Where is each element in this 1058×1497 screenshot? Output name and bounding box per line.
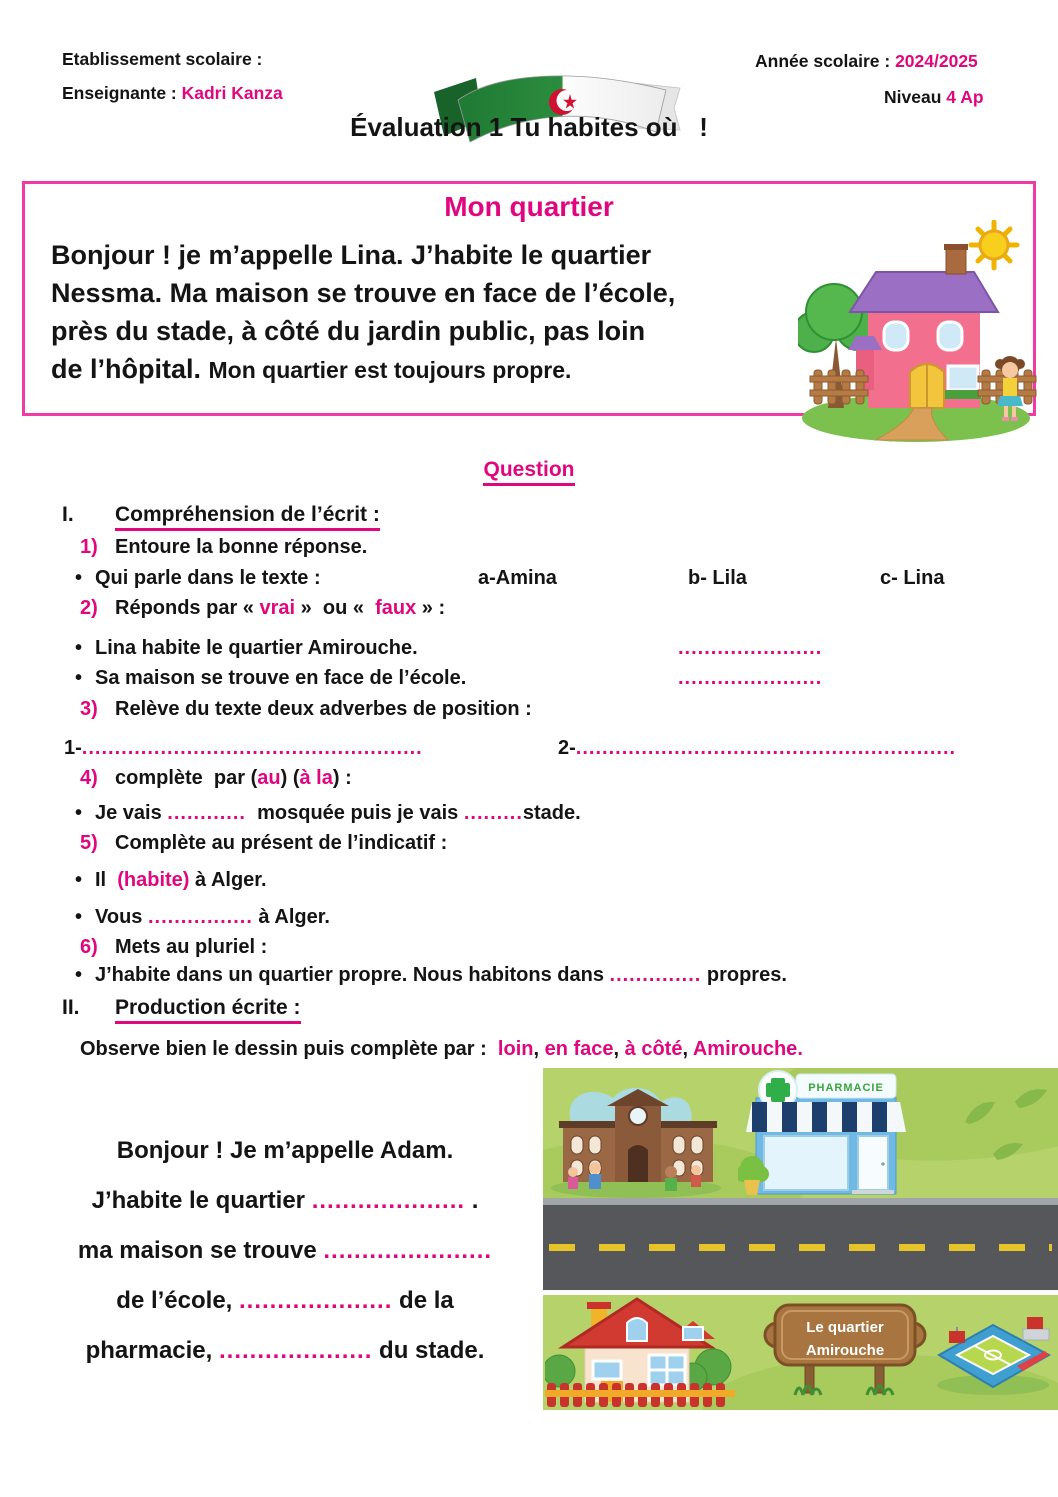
- word-amirouche: Amirouche: [692, 1038, 798, 1060]
- question-4-pre: complète par (: [115, 767, 258, 789]
- statement-1-answer-blank: ......................: [678, 637, 823, 659]
- adam-paragraph: [28, 1126, 542, 1376]
- scene-bottom-band: [543, 1295, 1058, 1410]
- question-heading: Question: [483, 458, 574, 486]
- house-icon: [545, 1297, 735, 1410]
- choice-a: a-Amina: [478, 567, 557, 589]
- who-speaks-text: Qui parle dans le texte :: [95, 567, 321, 589]
- bullet-icon: •: [74, 637, 82, 659]
- adam-line-2-post: .: [465, 1187, 479, 1214]
- plural-blank: ..............: [609, 964, 702, 986]
- statement-2-answer-blank: ......................: [678, 667, 823, 689]
- bullet-icon: •: [74, 869, 82, 891]
- conj2-pre: Vous: [95, 906, 148, 928]
- fill-1-blank-a: ............: [167, 802, 246, 824]
- conj2-blank: ................: [147, 906, 253, 928]
- question-2-pre: Réponds par «: [115, 597, 260, 619]
- reading-line-4-small: Mon quartier est toujours propre.: [208, 357, 572, 383]
- plural-post: propres.: [701, 964, 787, 986]
- observe-instruction: [80, 1038, 803, 1060]
- question-heading-row: [0, 458, 1058, 482]
- level-label: Niveau: [884, 87, 947, 107]
- year-label: Année scolaire :: [755, 51, 896, 71]
- answer-blank-1-label: 1-: [64, 737, 82, 759]
- pink-house-illustration-icon: [798, 220, 1038, 444]
- question-6-text: Mets au pluriel :: [115, 936, 268, 958]
- statement-2-text: Sa maison se trouve en face de l’école.: [95, 667, 467, 689]
- question-6-number: 6): [80, 936, 98, 958]
- red-roof-house: [545, 1297, 735, 1410]
- section-2-heading: [62, 996, 301, 1020]
- question-3-text: Relève du texte deux adverbes de position :: [115, 698, 532, 720]
- conjugation-blank: [62, 906, 330, 928]
- faux-word: faux: [375, 597, 417, 619]
- adam-line-5-pre: pharmacie,: [85, 1337, 219, 1364]
- comma: ,: [682, 1038, 693, 1060]
- section-1-heading: [62, 503, 380, 527]
- question-4-number: 4): [80, 767, 98, 789]
- comma: ,: [533, 1038, 545, 1060]
- road-center-line: [549, 1244, 1052, 1251]
- bullet-icon: •: [74, 567, 82, 589]
- adam-line-3-pre: ma maison se trouve: [77, 1237, 324, 1264]
- choice-b: b- Lila: [688, 567, 747, 589]
- teacher-name: Kadri Kanza: [181, 83, 283, 103]
- question-1: [80, 536, 367, 558]
- reading-line-3: près du stade, à côté du jardin public, pas loin: [51, 316, 646, 346]
- question-3-number: 3): [80, 698, 98, 720]
- word-loin: loin: [497, 1038, 534, 1060]
- fill-sentence-1: [62, 802, 581, 824]
- leaf-decor-icon: [963, 1088, 1053, 1168]
- school-building: [551, 1084, 726, 1198]
- fill-1-pre: Je vais: [95, 802, 168, 824]
- question-5-number: 5): [80, 832, 98, 854]
- adam-line-4-pre: de l’école,: [116, 1287, 239, 1314]
- question-2-mid: » ou «: [295, 597, 376, 619]
- neighbourhood-scene: [543, 1068, 1058, 1410]
- pharmacy-icon: [738, 1068, 908, 1198]
- fill-1-blank-b: .........: [463, 802, 523, 824]
- stadium-icon: [931, 1303, 1056, 1398]
- question-2-number: 2): [80, 597, 98, 619]
- answer-blank-2-label: 2-: [558, 737, 576, 759]
- comma: ,: [613, 1038, 625, 1060]
- section-2-numeral: II.: [62, 996, 80, 1019]
- house-scene: [798, 184, 1038, 480]
- wooden-sign-icon: [755, 1299, 935, 1401]
- question-4-mid: ) (: [280, 767, 300, 789]
- bullet-icon: •: [74, 802, 82, 824]
- bullet-icon: •: [74, 667, 82, 689]
- bullet-who-speaks: [62, 567, 321, 589]
- observe-pre: Observe bien le dessin puis complète par :: [80, 1038, 498, 1060]
- conjugation-example: [62, 869, 267, 891]
- fill-1-post: stade.: [522, 802, 581, 824]
- question-5-text: Complète au présent de l’indicatif :: [115, 832, 448, 854]
- adam-line-4-blank: ....................: [239, 1287, 393, 1314]
- scene-top-band: [543, 1068, 1058, 1198]
- section-1-numeral: I.: [62, 503, 74, 526]
- reading-title: Mon quartier: [444, 191, 614, 222]
- teacher-line: [62, 84, 283, 104]
- level-line: [884, 88, 984, 108]
- school-label: Etablissement scolaire :: [62, 49, 263, 69]
- road: [543, 1205, 1058, 1290]
- level-value: 4 Ap: [946, 87, 984, 107]
- adam-line-3: [28, 1226, 542, 1276]
- answer-blank-1-dots: ....................................................: [81, 737, 423, 759]
- school-icon: [551, 1084, 726, 1198]
- section-2-title: Production écrite :: [115, 996, 301, 1024]
- word-a-cote: à côté: [624, 1038, 683, 1060]
- question-5: [80, 832, 447, 854]
- question-4-post: ) :: [332, 767, 352, 789]
- reading-line-1: Bonjour ! je m’appelle Lina. J’habite le quartier: [51, 240, 652, 270]
- quarter-sign: [755, 1299, 935, 1401]
- conj2-post: à Alger.: [252, 906, 330, 928]
- vrai-word: vrai: [259, 597, 296, 619]
- stadium: [931, 1303, 1056, 1398]
- teacher-label: Enseignante :: [62, 83, 182, 103]
- bullet-icon: •: [74, 964, 82, 986]
- plural-pre: J’habite dans un quartier propre. Nous habitons dans: [95, 964, 610, 986]
- adam-line-1: Bonjour ! Je m’appelle Adam.: [116, 1137, 454, 1164]
- question-1-number: 1): [80, 536, 98, 558]
- page-title: Évaluation 1 Tu habites où !: [350, 112, 708, 142]
- au-word: au: [257, 767, 281, 789]
- question-6: [80, 936, 267, 958]
- word-en-face: en face: [544, 1038, 614, 1060]
- pharmacy-building: [738, 1068, 908, 1198]
- adam-line-2-blank: ....................: [311, 1187, 466, 1214]
- adam-line-5: [28, 1326, 542, 1376]
- section-1-title: Compréhension de l’écrit :: [115, 503, 380, 531]
- conj-pre: Il: [95, 869, 118, 891]
- adam-line-5-post: du stade.: [372, 1337, 485, 1364]
- adam-line-5-blank: ....................: [219, 1337, 373, 1364]
- statement-1: [62, 637, 418, 659]
- algeria-flag-banner: [428, 22, 683, 189]
- fill-1-mid: mosquée puis je vais: [245, 802, 464, 824]
- year-value: 2024/2025: [895, 51, 978, 71]
- answer-blank-2-dots: ..........................................................: [575, 737, 957, 759]
- reading-line-2: Nessma. Ma maison se trouve en face de l’école,: [51, 278, 676, 308]
- question-2: [80, 597, 445, 619]
- sign-line-1: Le quartier: [806, 1319, 884, 1336]
- answer-blank-2: [558, 737, 956, 759]
- question-3: [80, 698, 532, 720]
- bullet-icon: •: [74, 906, 82, 928]
- statement-1-text: Lina habite le quartier Amirouche.: [95, 637, 418, 659]
- adam-line-2-pre: J’habite le quartier: [91, 1187, 312, 1214]
- question-4: [80, 767, 352, 789]
- adam-line-3-blank: ......................: [323, 1237, 493, 1264]
- sidewalk: [543, 1198, 1058, 1205]
- adam-line-2: [28, 1176, 542, 1226]
- sign-line-2: Amirouche: [805, 1342, 885, 1359]
- plural-sentence: [62, 964, 787, 986]
- question-1-text: Entoure la bonne réponse.: [115, 536, 368, 558]
- a-la-word: à la: [299, 767, 333, 789]
- answer-blank-1: [64, 737, 423, 759]
- conj-verb: (habite): [117, 869, 190, 891]
- pharmacy-sign-text: PHARMACIE: [808, 1082, 884, 1094]
- statement-2: [62, 667, 466, 689]
- choice-c: c- Lina: [880, 567, 945, 589]
- reading-line-4: [51, 354, 571, 385]
- conj-post: à Alger.: [189, 869, 267, 891]
- adam-line-4-post: de la: [392, 1287, 454, 1314]
- observe-end: .: [797, 1038, 803, 1060]
- question-2-post: » :: [416, 597, 446, 619]
- adam-line-4: [28, 1276, 542, 1326]
- year-line: [755, 52, 978, 72]
- reading-line-4-big: de l’hôpital.: [51, 354, 209, 384]
